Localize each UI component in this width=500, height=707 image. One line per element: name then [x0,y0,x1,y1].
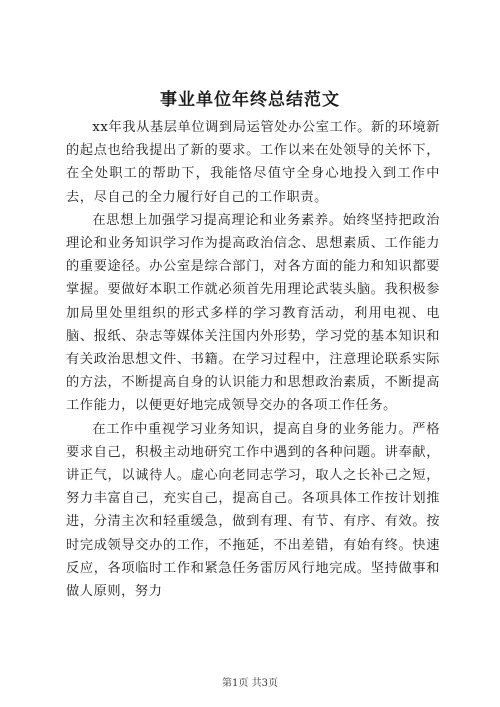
paragraph-3: 在工作中重视学习业务知识，提高自身的业务能力。严格要求自己，积极主动地研究工作中遇到的各种问题。讲奉献，讲正气，以诚待人。虚心向老同志学习，取人之长补己之短，努力丰富自己，充实自己，提高自己。各项具体工作按计划推进，分清主次和轻重缓急，做到有理、有节、有序、有效。按时完成领导交办的工作，不拖延，不出差错，有始有终。快速反应，各项临时工作和紧急任务雷厉风行地完成。坚持做事和做人原则，努力 [66,421,440,600]
page-footer: 第1页 共3页 [222,678,278,689]
paragraph-1: xx年我从基层单位调到局运管处办公室工作。新的环境新的起点也给我提出了新的要求。工作以来在处领导的关怀下，在全处职工的帮助下，我能恪尽值守全身心地投入到工作中去，尽自己的全力履行好自己的工作职责。 [66,120,440,205]
document-body [66,116,440,603]
paragraph-2: 在思想上加强学习提高理论和业务素养。始终坚持把政治理论和业务知识学习作为提高政治信念、思想素质、工作能力的重要途径。办公室是综合部门，对各方面的能力和知识都要掌握。要做好本职工作就必须首先用理论武装头脑。我积极参加局里处里组织的形式多样的学习教育活动，利用电视、电脑、报纸、杂志等媒体关注国内外形势，学习党的基本知识和有关政治思想文件、书籍。在学习过程中，注意理论联系实际的方法，不断提高自身的认识能力和思想政治素质，不断提高工作能力，以便更好地完成领导交办的各项工作任务。 [66,212,440,414]
document-title: 事业单位年终总结范文 [160,90,340,110]
